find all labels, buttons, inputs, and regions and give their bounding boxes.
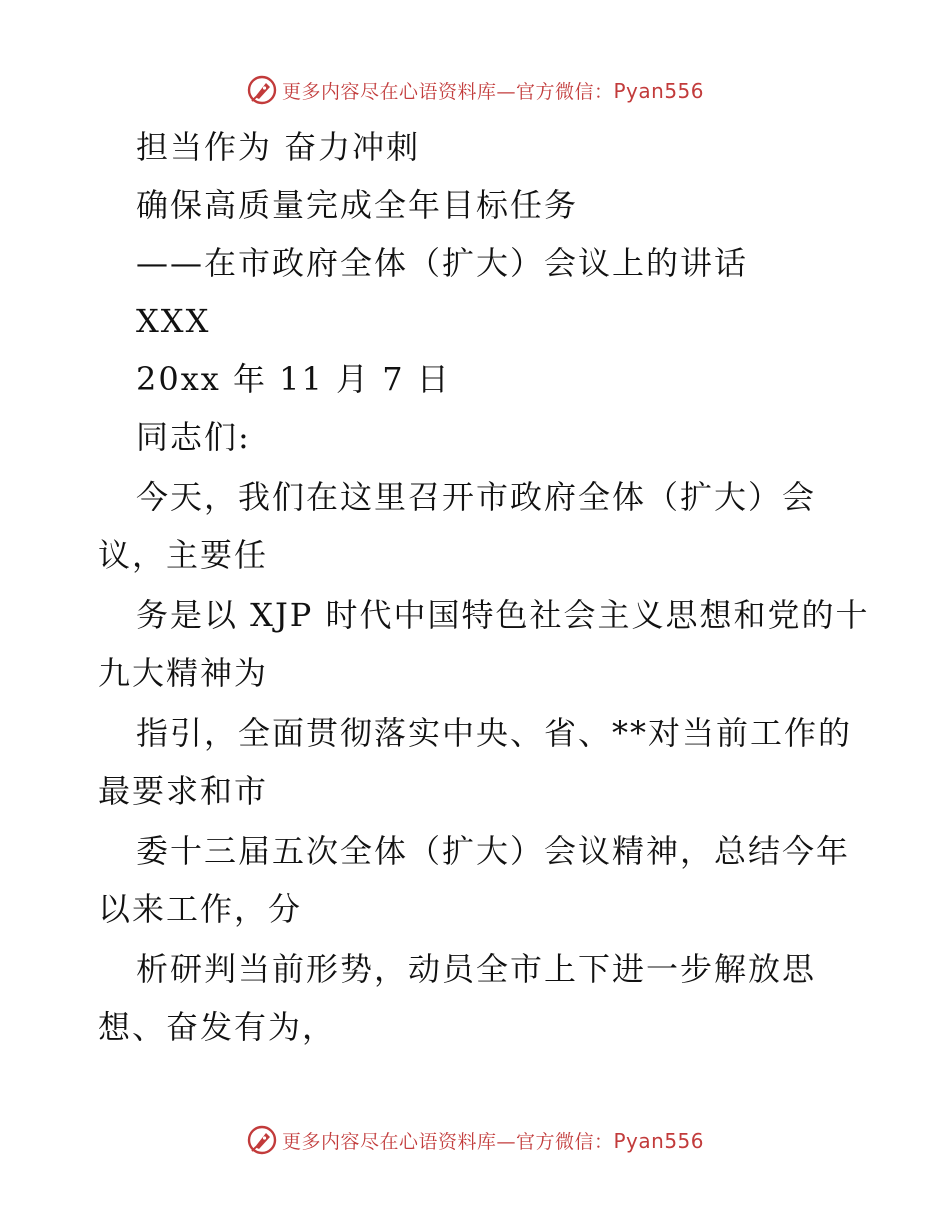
speech-date: 20xx 年 11 月 7 日 bbox=[136, 360, 451, 398]
body-line: 指引，全面贯彻落实中央、省、**对当前工作的 bbox=[136, 714, 853, 752]
body-line: 想、奋发有为， bbox=[98, 1008, 337, 1046]
header-watermark bbox=[0, 72, 950, 108]
body-line: 委十三届五次全体（扩大）会议精神，总结今年 bbox=[136, 832, 851, 870]
footer-watermark bbox=[0, 1122, 950, 1158]
salutation: 同志们: bbox=[136, 418, 251, 456]
speech-title-line-1: 担当作为 奋力冲刺 bbox=[136, 128, 421, 166]
speech-subtitle: ——在市政府全体（扩大）会议上的讲话 bbox=[136, 244, 749, 282]
body-line: 最要求和市 bbox=[98, 772, 269, 810]
body-line: 议，主要任 bbox=[98, 536, 269, 574]
body-line: 务是以 XJP 时代中国特色社会主义思想和党的十 bbox=[136, 596, 870, 634]
pen-nib-logo-icon bbox=[246, 74, 278, 106]
speech-title-line-2: 确保高质量完成全年目标任务 bbox=[136, 186, 579, 224]
body-line: 九大精神为 bbox=[98, 654, 269, 692]
body-line: 今天，我们在这里召开市政府全体（扩大）会 bbox=[136, 478, 817, 516]
pen-nib-logo-icon bbox=[246, 1124, 278, 1156]
watermark-text: 更多内容尽在心语资料库—官方微信：Pyan556 bbox=[281, 78, 705, 103]
body-line: 以来工作，分 bbox=[98, 890, 303, 928]
watermark-text: 更多内容尽在心语资料库—官方微信：Pyan556 bbox=[281, 1128, 705, 1153]
speaker-name: XXX bbox=[136, 302, 211, 340]
body-line: 析研判当前形势，动员全市上下进一步解放思 bbox=[136, 950, 817, 988]
